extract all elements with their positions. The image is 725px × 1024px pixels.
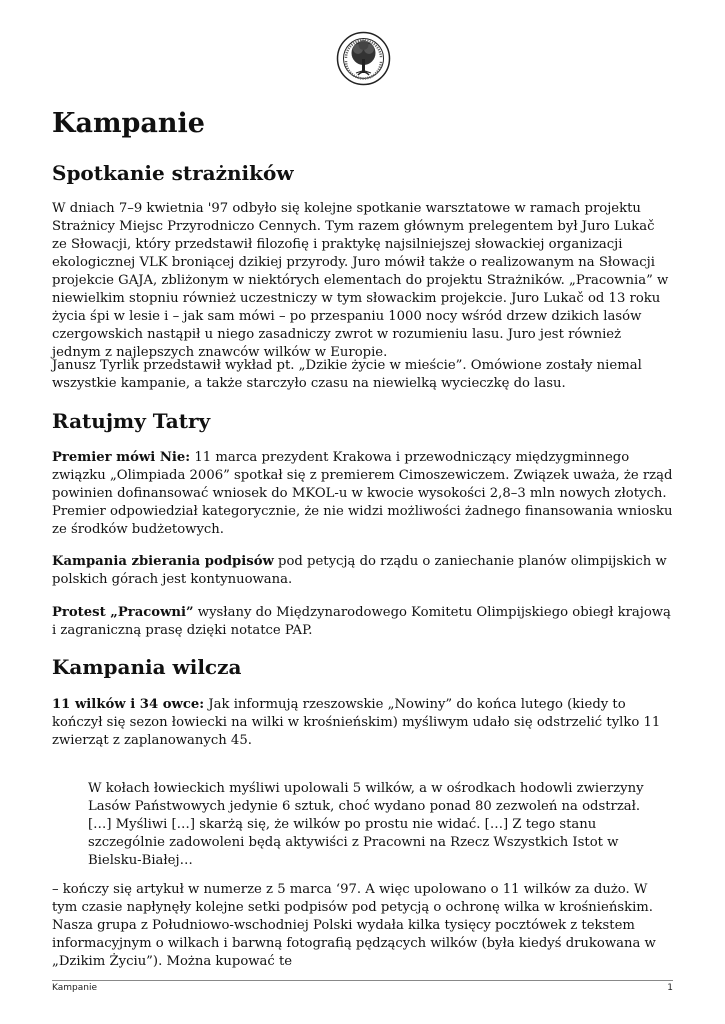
lead-premier: Premier mówi Nie: xyxy=(52,450,191,465)
page-title: Kampanie xyxy=(52,108,205,139)
paragraph-wilcza-2: – kończy się artykuł w numerze z 5 marca ‘97. A więc upolowano o 11 wilków za dużo. W tym czasie napłynęły kolejne setki podpisów pod petycją o ochronę wilka w krośnieńskim. Nasza grupa z Południowo-wschodniej Polski wydała kilka tysięcy pocztówek z tekstem informacyjnym o wilkach i barwną fotografią pędzących wilków (była kiedyś drukowana w „Dzikim Życiu”). Można kupować te xyxy=(52,882,656,969)
text-protest: wysłany do Międzynarodowego Komitetu Olimpijskiego obiegł krajową i zagraniczną prasę dzięki notatce PAP. xyxy=(52,605,671,638)
footer-title: Kampanie xyxy=(52,983,97,993)
paragraph-tatry-3 xyxy=(52,604,673,640)
paragraph-tatry-1 xyxy=(52,449,673,539)
tree-seal-icon xyxy=(336,31,391,86)
text-wilki: Jak informują rzeszowskie „Nowiny” do końca lutego (kiedy to kończył się sezon łowiecki na wilki w krośnieńskim) myśliwym udało się odstrzelić tylko 11 zwierząt z zaplanowanych 45. xyxy=(52,697,661,748)
lead-podpisy: Kampania zbierania podpisów xyxy=(52,554,274,569)
heading-spotkanie: Spotkanie strażników xyxy=(52,161,294,185)
paragraph-spotkanie-1: W dniach 7–9 kwietnia '97 odbyło się kolejne spotkanie warsztatowe w ramach projektu Strażnicy Miejsc Przyrodniczo Cennych. Tym razem głównym prelegentem był Juro Lukač ze Słowacji, który przedstawił filozofię i praktykę najsilniejszej słowackiej organizacji ekologicznej VLK broniącej dzikiej przyrody. Juro mówił także o realizowanym na Słowacji projekcie GAJA, zbliżonym w niektórych elementach do projektu Strażników. „Pracownia” w niewielkim stopniu również uczestniczy w tym słowackim projekcie. Juro Lukač od 13 roku życia śpi w lesie i – jak sam mówi – po przespaniu 1000 nocy wśród drzew dzikich lasów czergowskich nastąpił u niego zasadniczy zwrot w rozumieniu lasu. Juro jest również jednym z najlepszych znawców wilków w Europie. xyxy=(52,201,669,360)
page-number: 1 xyxy=(667,983,673,993)
text-podpisy: pod petycją do rządu o zaniechanie planów olimpijskich w polskich górach jest kontynuowana. xyxy=(52,554,667,587)
paragraph-spotkanie-2: Janusz Tyrlik przedstawił wykład pt. „Dzikie życie w mieście”. Omówione zostały niemal wszystkie kampanie, a także starczyło czasu na niewielką wycieczkę do lasu. xyxy=(52,358,642,391)
paragraph-tatry-2 xyxy=(52,553,673,589)
lead-protest: Protest „Pracowni” xyxy=(52,605,194,620)
logo xyxy=(336,31,391,86)
paragraph-wilcza-1 xyxy=(52,696,673,750)
text-premier: 11 marca prezydent Krakowa i przewodniczący międzygminnego związku „Olimpiada 2006” spotkał się z premierem Cimoszewiczem. Związek uważa, że rząd powinien dofinansować wniosek do MKOL-u w kwocie wysokości 2,8–3 mln nowych złotych. Premier odpowiedział kategorycznie, że nie widzi możliwości żadnego finansowania wniosku ze środków budżetowych. xyxy=(52,450,673,537)
footer-divider xyxy=(52,980,673,981)
heading-kampania-wilcza: Kampania wilcza xyxy=(52,655,242,679)
blockquote-nowiny: W kołach łowieckich myśliwi upolowali 5 wilków, a w ośrodkach hodowli zwierzyny Lasów Państwowych jedynie 6 sztuk, choć wydano ponad 80 zezwoleń na odstrzał. […] Myśliwi […] skarżą się, że wilków po prostu nie widać. […] Z tego stanu szczególnie zadowoleni będą aktywiści z Pracowni na Rzecz Wszystkich Istot w Bielsku-Białej… xyxy=(88,781,644,868)
lead-wilki: 11 wilków i 34 owce: xyxy=(52,697,205,712)
heading-ratujmy-tatry: Ratujmy Tatry xyxy=(52,409,211,433)
